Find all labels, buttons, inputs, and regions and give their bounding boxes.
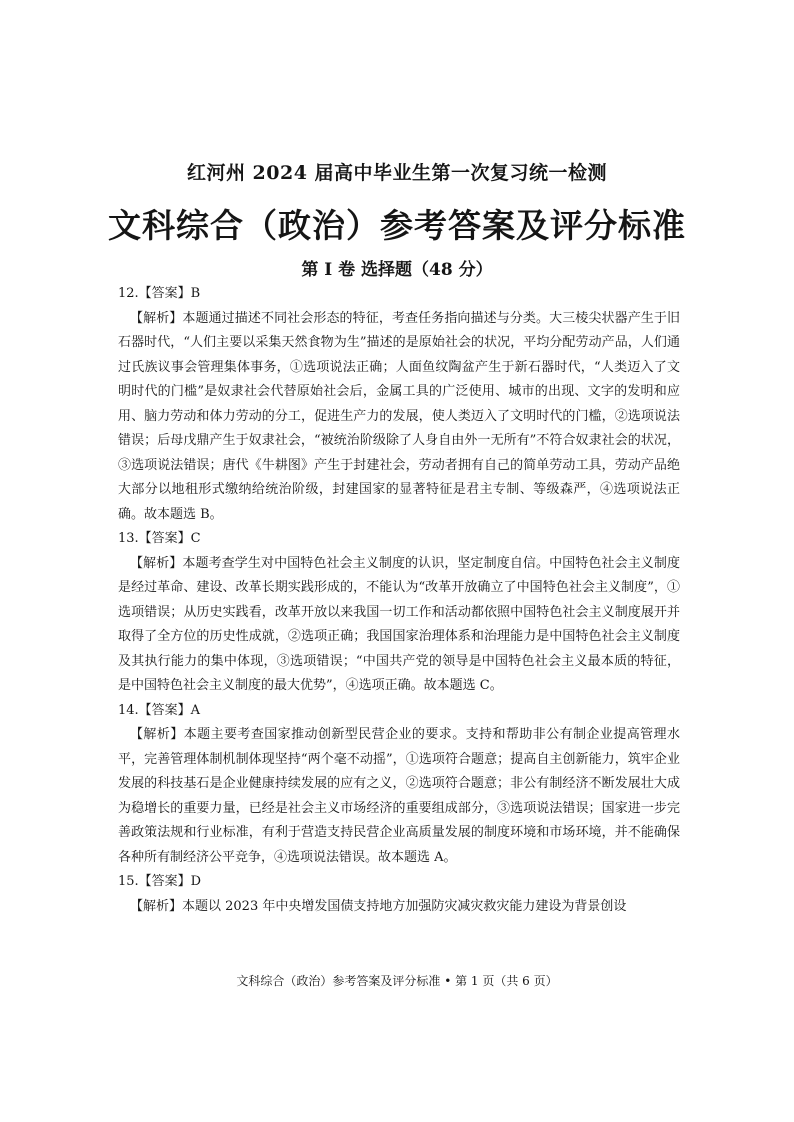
page-footer: 文科综合（政治）参考答案及评分标准 • 第 1 页（共 6 页） <box>236 974 558 988</box>
question-15-analysis: 【解析】本题以 2023 年中央增发国债支持地方加强防灾减灾救灾能力建设为背景创设 <box>130 898 627 914</box>
exam-subtitle: 红河州 2024 届高中毕业生第一次复习统一检测 <box>186 162 608 184</box>
question-14-analysis: 【解析】本题主要考查国家推动创新型民营企业的要求。支持和帮助非公有制企业提高管理水平，完善管理体制机制体现坚持“两个毫不动摇”，①选项符合题意；提高自主创新能力，筑牢企业发展的科技基石是企业健康持续发展的应有之义，②选项符合题意；非公有制经济不断发展壮大成为稳增长的重要力量，已经是社会主义市场经济的重要组成部分，③选项说法错误；国家进一步完善政策法规和行业标准，有利于营造支持民营企业高质量发展的制度环境和市场环境，并不能确保各种所有制经济公平竞争，④选项说法错误。故本题选 A。 <box>118 727 680 865</box>
question-12-analysis: 【解析】本题通过描述不同社会形态的特征，考查任务指向描述与分类。大三棱尖状器产生于旧石器时代，“人们主要以采集天然食物为生”描述的是原始社会的状况，平均分配劳动产品，人们通过氏族议事会管理集体事务，①选项说法正确；人面鱼纹陶盆产生于新石器时代，“人类迈入了文明时代的门槛”是奴隶社会代替原始社会后，金属工具的广泛使用、城市的出现、文字的发明和应用、脑力劳动和体力劳动的分工，促进生产力的发展，使人类迈入了文明时代的门槛，②选项说法错误；后母戊鼎产生于奴隶社会，“被统治阶级除了人身自由外一无所有”不符合奴隶社会的状况，③选项说法错误；唐代《牛耕图》产生于封建社会，劳动者拥有自己的简单劳动工具，劳动产品绝大部分以地租形式缴纳给统治阶级，封建国家的显著特征是君主专制、等级森严，④选项说法正确。故本题选 B。 <box>118 310 680 522</box>
document-title: 文科综合（政治）参考答案及评分标准 <box>108 206 686 245</box>
question-13-analysis: 【解析】本题考查学生对中国特色社会主义制度的认识，坚定制度自信。中国特色社会主义制度是经过革命、建设、改革长期实践形成的，不能认为“改革开放确立了中国特色社会主义制度”，①选项错误；从历史实践看，改革开放以来我国一切工作和活动都依照中国特色社会主义制度展开并取得了全方位的历史性成就，②选项正确；我国国家治理体系和治理能力是中国特色社会主义制度及其执行能力的集中体现，③选项错误；“中国共产党的领导是中国特色社会主义最本质的特征，是中国特色社会主义制度的最大优势”，④选项正确。故本题选 C。 <box>118 555 680 693</box>
question-13-answer: 13.【答案】C <box>118 531 201 546</box>
question-12-answer: 12.【答案】B <box>118 286 201 301</box>
question-15-answer: 15.【答案】D <box>118 874 202 889</box>
section-heading: 第 I 卷 选择题（48 分） <box>301 260 493 280</box>
question-14-answer: 14.【答案】A <box>118 702 201 718</box>
answer-content <box>118 282 680 919</box>
